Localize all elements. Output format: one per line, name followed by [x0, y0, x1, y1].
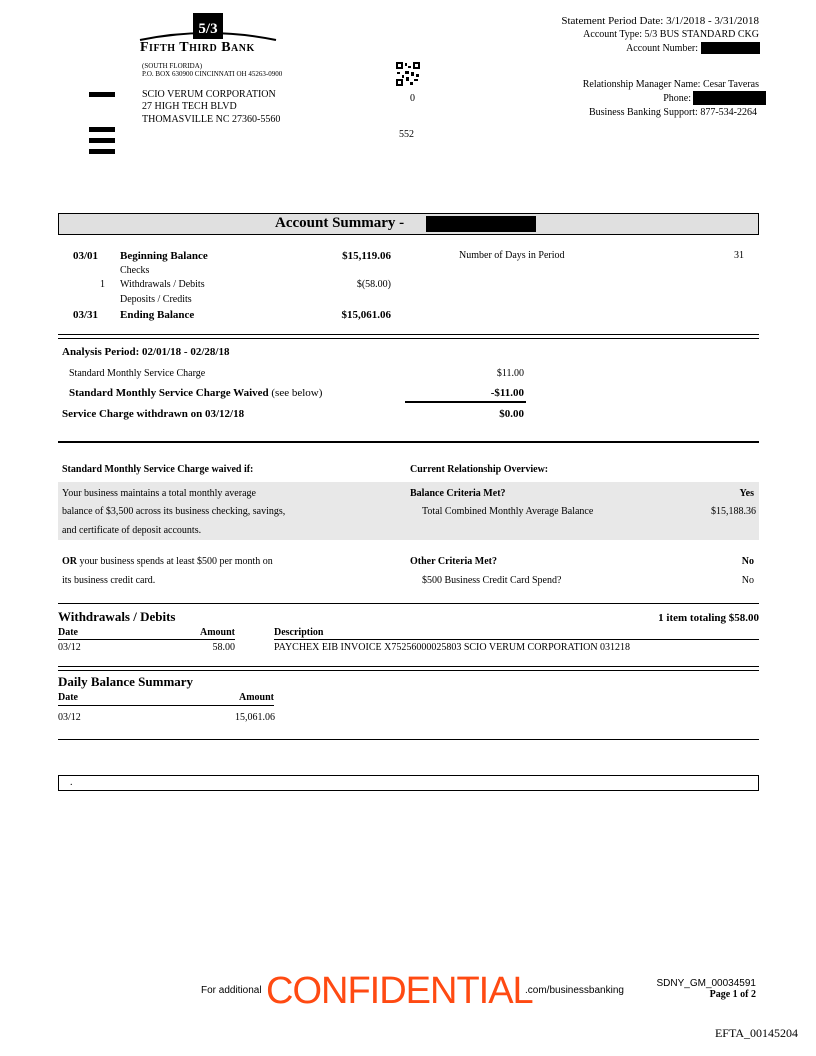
- customer-city: THOMASVILLE NC 27360-5560: [142, 114, 281, 125]
- divider: [58, 739, 759, 740]
- manager-phone-label: Phone:: [663, 93, 691, 104]
- column-header-description: Description: [274, 627, 324, 638]
- column-header-date: Date: [58, 627, 78, 638]
- divider: [58, 670, 759, 671]
- row-date: 03/12: [58, 712, 81, 723]
- or-word: OR: [62, 556, 77, 567]
- redaction-box: [701, 42, 760, 54]
- combined-balance-label: Total Combined Monthly Average Balance: [422, 506, 594, 517]
- service-charge-label: Standard Monthly Service Charge: [69, 368, 206, 379]
- waiver-text: and certificate of deposit accounts.: [62, 525, 202, 536]
- withdrawals-total: 1 item totaling $58.00: [658, 612, 759, 624]
- divider: [58, 338, 759, 339]
- footer-disclosure-right: .com/businessbanking: [525, 985, 624, 996]
- account-number-label: Account Number:: [626, 43, 698, 54]
- credit-card-spend-value: No: [741, 575, 754, 586]
- total-rule: [405, 401, 526, 403]
- column-header-amount: Amount: [238, 692, 274, 703]
- bank-region: (SOUTH FLORIDA): [142, 62, 203, 70]
- column-header-amount: Amount: [199, 627, 235, 638]
- postal-bar-mark: [89, 149, 115, 154]
- account-summary-header: [58, 213, 759, 235]
- business-support: Business Banking Support: 877-534-2264: [588, 107, 757, 118]
- table-row: [0, 712, 816, 726]
- summary-amount: $(58.00): [356, 279, 391, 290]
- summary-amount: $15,061.06: [341, 309, 391, 321]
- bank-address: P.O. BOX 630900 CINCINNATI OH 45263-0900: [142, 70, 283, 78]
- customer-name: SCIO VERUM CORPORATION: [142, 89, 276, 100]
- mail-code-b: 552: [399, 129, 414, 140]
- or-condition: [62, 556, 273, 567]
- row-amount: 15,061.06: [235, 712, 275, 723]
- column-rule: [58, 705, 274, 706]
- redaction-box: [693, 91, 766, 105]
- qr-code-icon: [396, 62, 420, 86]
- waived-note: (see below): [271, 387, 323, 399]
- page-number: Page 1 of 2: [709, 989, 756, 1000]
- summary-label: Deposits / Credits: [120, 294, 192, 305]
- confidential-stamp: CONFIDENTIAL: [266, 970, 533, 1012]
- account-summary-title: Account Summary -: [275, 215, 405, 231]
- withdrawals-title: Withdrawals / Debits: [58, 609, 176, 624]
- note-box: [58, 775, 759, 791]
- column-header-date: Date: [58, 692, 78, 703]
- table-row: [0, 642, 816, 656]
- summary-date: 03/01: [73, 250, 99, 262]
- summary-label: Withdrawals / Debits: [120, 279, 205, 290]
- service-charge-value: $11.00: [496, 368, 524, 379]
- summary-label: Ending Balance: [120, 309, 195, 321]
- divider: [58, 334, 759, 335]
- waiver-text: Your business maintains a total monthly average: [62, 488, 256, 499]
- withdrawn-label: Service Charge withdrawn on 03/12/18: [62, 408, 245, 420]
- waived-label: Standard Monthly Service Charge Waived: [69, 387, 269, 399]
- postal-bar-mark: [89, 127, 115, 132]
- relationship-overview-title: Current Relationship Overview:: [410, 464, 549, 475]
- analysis-period: Analysis Period: 02/01/18 - 02/28/18: [62, 346, 230, 358]
- account-type: Account Type: 5/3 BUS STANDARD CKG: [583, 29, 759, 40]
- postal-bar-mark: [89, 92, 115, 97]
- redaction-box: [426, 216, 536, 232]
- statement-period: Statement Period Date: 3/1/2018 - 3/31/2018: [561, 15, 759, 27]
- daily-balance-title: Daily Balance Summary: [58, 674, 194, 689]
- balance-criteria-value: Yes: [739, 488, 754, 499]
- mail-code-a: 0: [410, 93, 415, 104]
- svg-text:5/3: 5/3: [198, 21, 218, 37]
- or-text: your business spends at least $500 per month on: [79, 556, 273, 567]
- column-rule: [274, 639, 759, 640]
- service-charge-waived: [69, 387, 322, 399]
- postal-bar-mark: [89, 138, 115, 143]
- note-box-text: .: [70, 777, 73, 788]
- row-amount: 58.00: [212, 642, 235, 653]
- summary-date: 03/31: [73, 309, 99, 321]
- relationship-manager: Relationship Manager Name: Cesar Taveras: [582, 79, 759, 90]
- summary-label: Checks: [120, 265, 150, 276]
- divider: [58, 441, 759, 443]
- row-date: 03/12: [58, 642, 81, 653]
- waiver-text: balance of $3,500 across its business checking, savings,: [62, 506, 286, 517]
- credit-card-spend-label: $500 Business Credit Card Spend?: [422, 575, 562, 586]
- summary-count: 1: [100, 279, 105, 290]
- summary-amount: $15,119.06: [342, 250, 391, 262]
- row-description: PAYCHEX EIB INVOICE X75256000025803 SCIO VERUM CORPORATION 031218: [274, 642, 631, 653]
- other-criteria-label: Other Criteria Met?: [410, 556, 497, 567]
- bank-name: Fifth Third Bank: [140, 40, 255, 55]
- days-in-period-label: Number of Days in Period: [459, 250, 565, 261]
- customer-street: 27 HIGH TECH BLVD: [142, 101, 237, 112]
- waived-value: -$11.00: [490, 387, 524, 399]
- summary-label: Beginning Balance: [120, 250, 208, 262]
- divider: [58, 666, 759, 667]
- or-text: its business credit card.: [62, 575, 156, 586]
- other-criteria-value: No: [741, 556, 754, 567]
- combined-balance-value: $15,188.36: [711, 506, 756, 517]
- column-rule: [58, 639, 235, 640]
- days-in-period-value: 31: [734, 250, 744, 261]
- footer-disclosure-left: For additional: [201, 985, 265, 996]
- divider: [58, 603, 759, 604]
- bates-number-bottom: EFTA_00145204: [714, 1026, 798, 1040]
- bates-number-top: SDNY_GM_00034591: [656, 978, 756, 989]
- withdrawn-value: $0.00: [499, 408, 524, 420]
- waiver-title: Standard Monthly Service Charge waived if:: [62, 464, 254, 475]
- balance-criteria-label: Balance Criteria Met?: [410, 488, 506, 499]
